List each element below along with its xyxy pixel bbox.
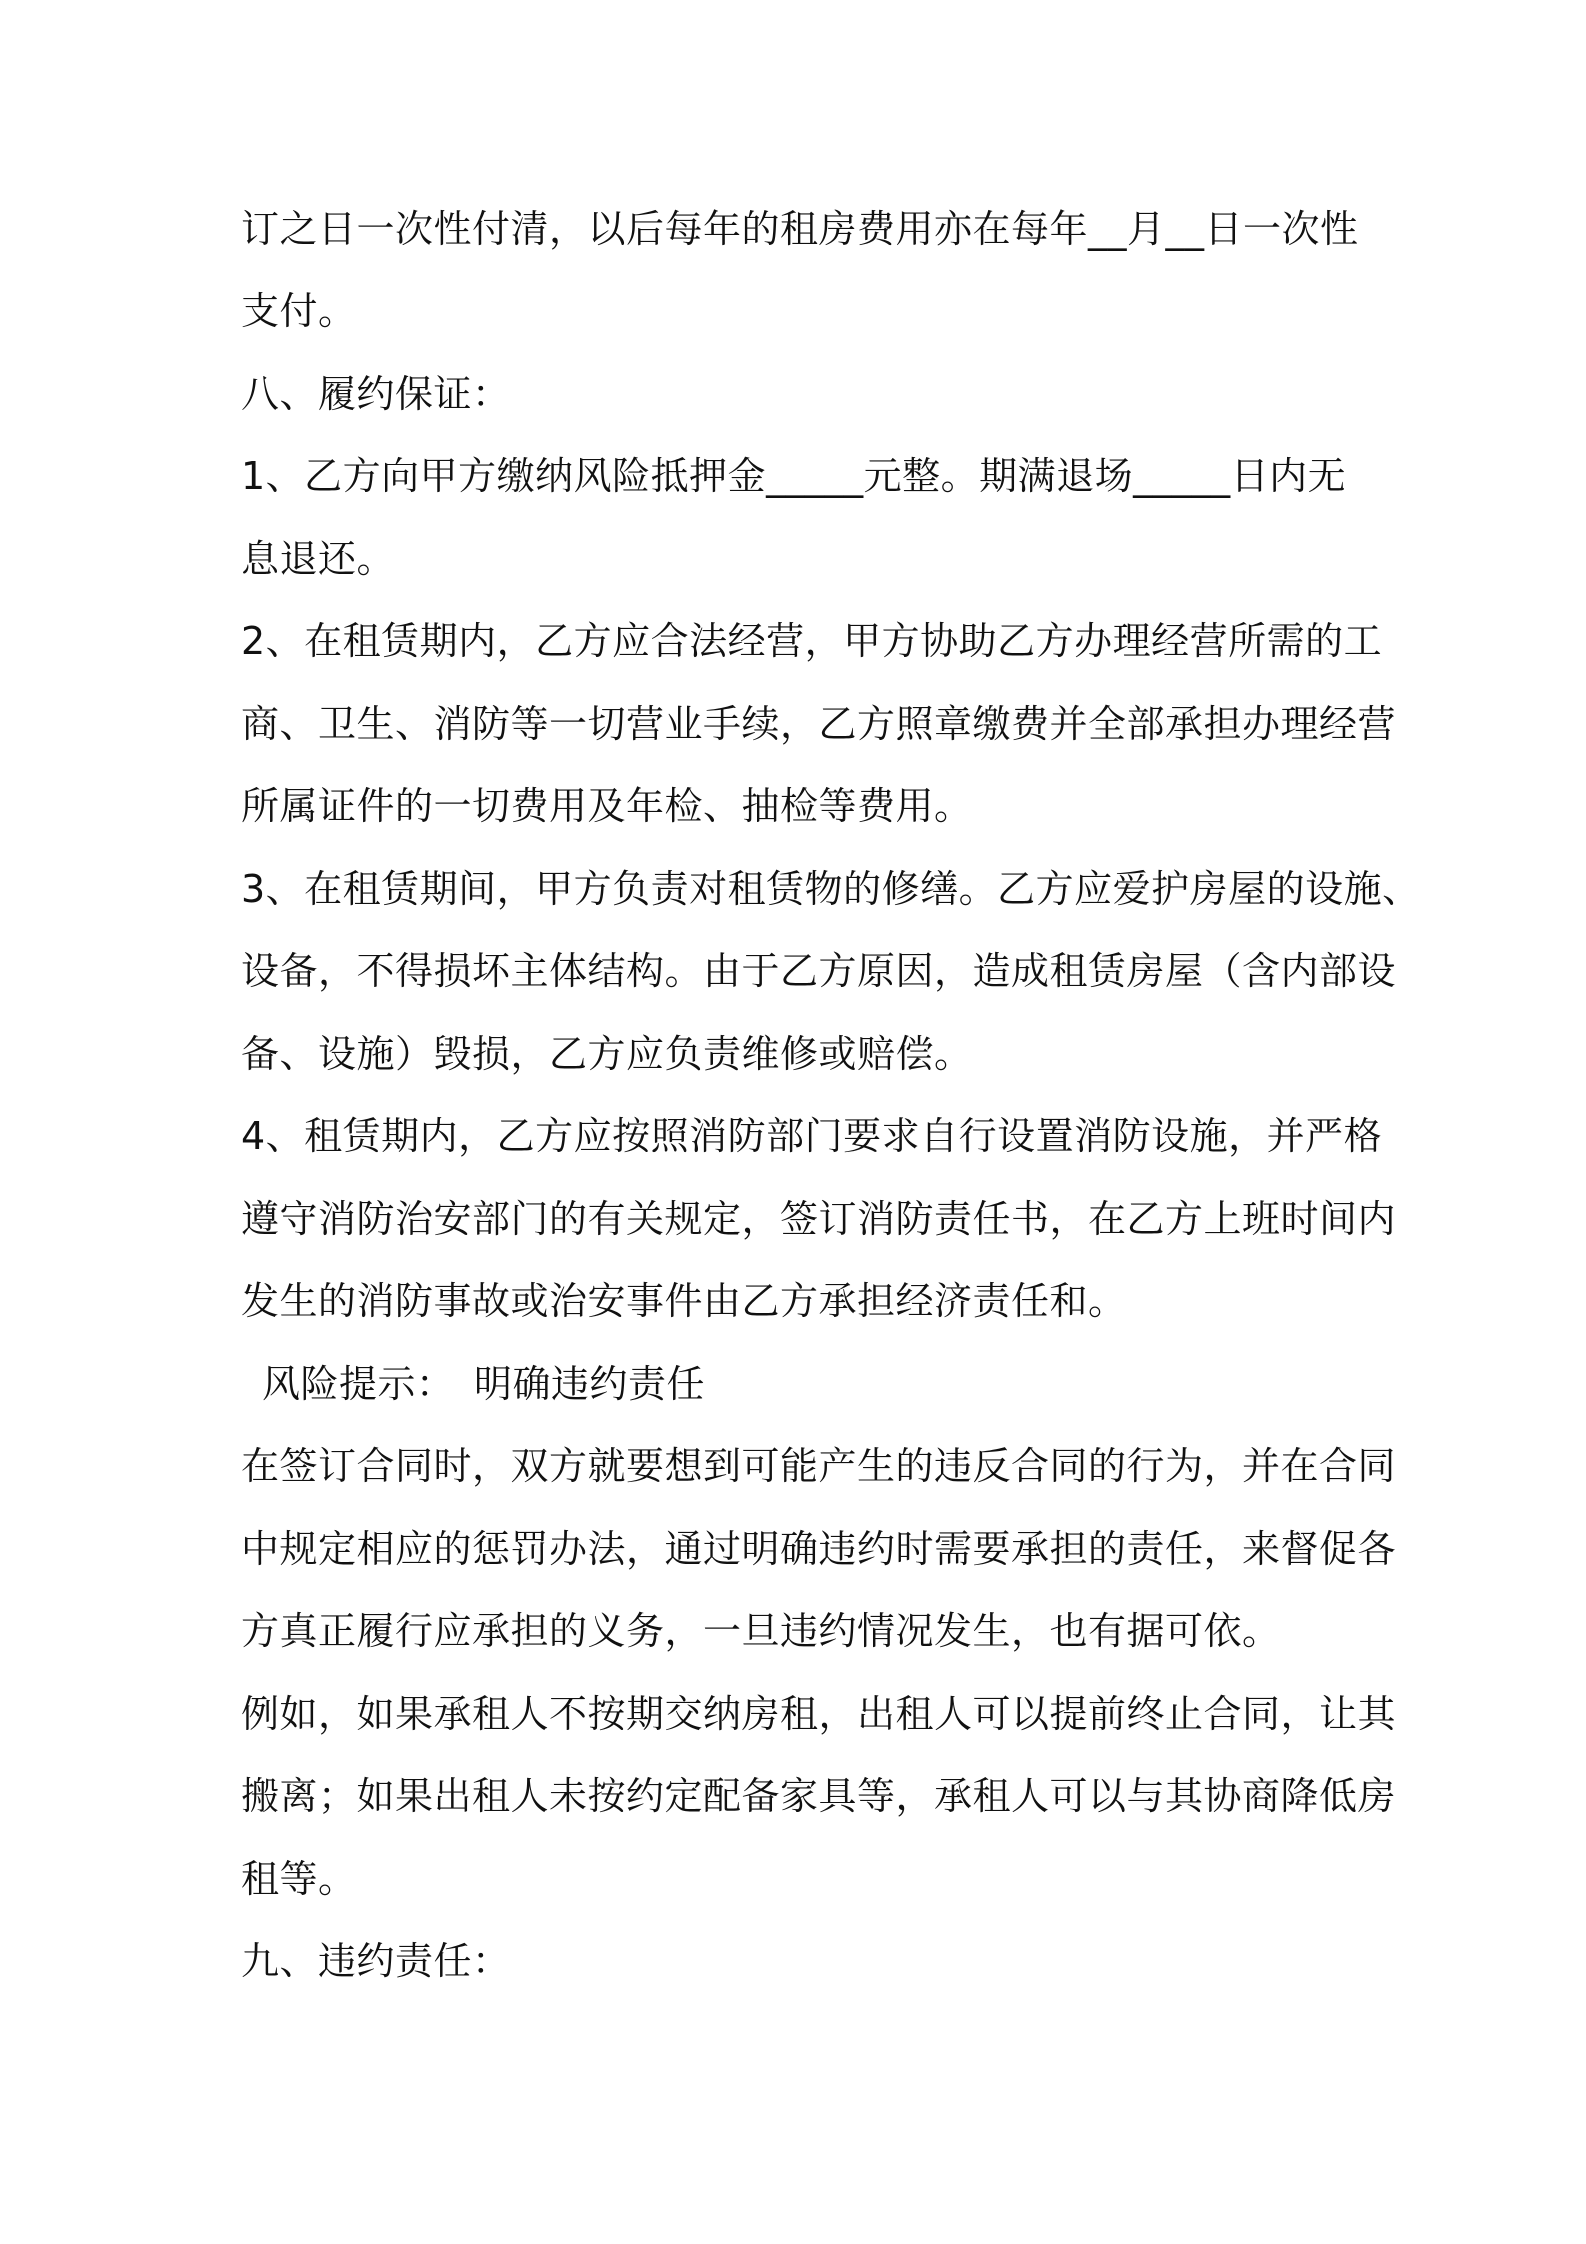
text-line: 2、在租赁期内，乙方应合法经营，甲方协助乙方办理经营所需的工 — [241, 619, 1383, 663]
text-line: 1、乙方向甲方缴纳风险抵押金_____元整。期满退场_____日内无 — [241, 454, 1347, 498]
text-line: 中规定相应的惩罚办法，通过明确违约时需要承担的责任，来督促各 — [241, 1527, 1397, 1571]
risk-tip-heading: 风险提示： 明确违约责任 — [262, 1362, 706, 1406]
text-line: 租等。 — [241, 1857, 357, 1901]
text-line: 方真正履行应承担的义务，一旦违约情况发生，也有据可依。 — [241, 1609, 1281, 1653]
text-line: 备、设施）毁损，乙方应负责维修或赔偿。 — [241, 1032, 973, 1076]
text-line: 4、租赁期内，乙方应按照消防部门要求自行设置消防设施，并严格 — [241, 1114, 1383, 1158]
text-line: 支付。 — [241, 289, 357, 333]
text-line: 所属证件的一切费用及年检、抽检等费用。 — [241, 784, 973, 828]
text-line: 3、在租赁期间，甲方负责对租赁物的修缮。乙方应爱护房屋的设施、 — [241, 867, 1421, 911]
text-line: 例如，如果承租人不按期交纳房租，出租人可以提前终止合同，让其 — [241, 1692, 1397, 1736]
text-line: 息退还。 — [241, 537, 396, 581]
text-line: 商、卫生、消防等一切营业手续，乙方照章缴费并全部承担办理经营 — [241, 702, 1397, 746]
text-line: 设备，不得损坏主体结构。由于乙方原因，造成租赁房屋（含内部设 — [241, 949, 1397, 993]
text-line: 搬离；如果出租人未按约定配备家具等，承租人可以与其协商降低房 — [241, 1774, 1397, 1818]
section-heading: 九、违约责任： — [241, 1939, 511, 1983]
text-line: 遵守消防治安部门的有关规定，签订消防责任书，在乙方上班时间内 — [241, 1197, 1397, 1241]
section-heading: 八、履约保证： — [241, 372, 511, 416]
text-line: 在签订合同时，双方就要想到可能产生的违反合同的行为，并在合同 — [241, 1444, 1397, 1488]
text-line: 发生的消防事故或治安事件由乙方承担经济责任和。 — [241, 1279, 1127, 1323]
text-line: 订之日一次性付清，以后每年的租房费用亦在每年__月__日一次性 — [241, 207, 1359, 251]
